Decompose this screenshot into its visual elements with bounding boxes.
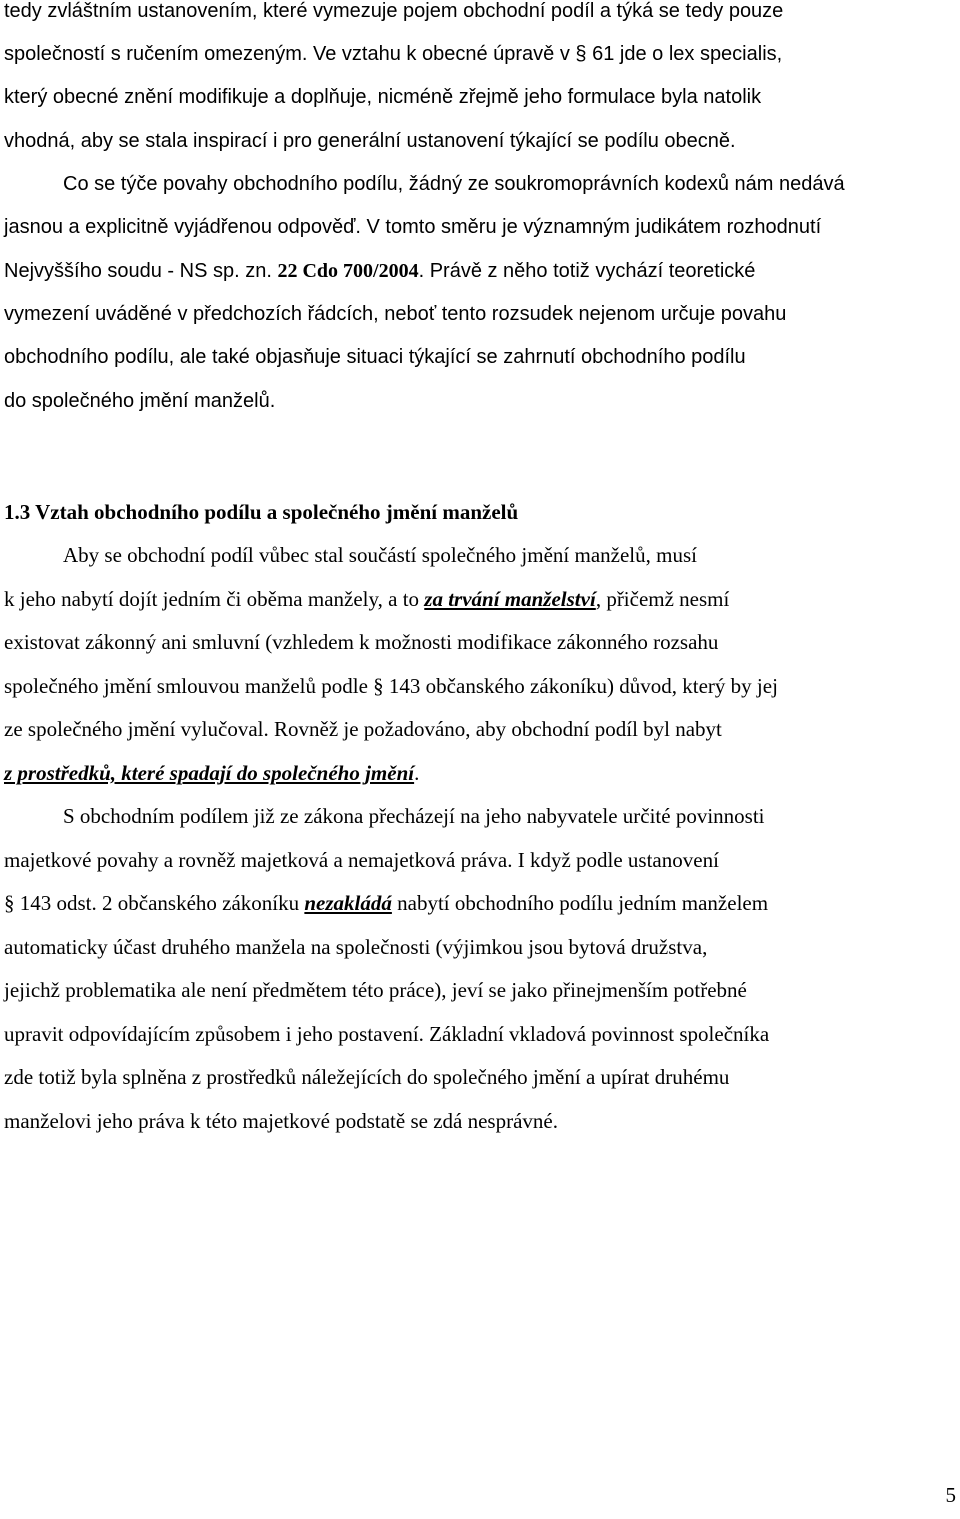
text-run: , přičemž nesmí — [595, 587, 730, 611]
text-run: k jeho nabytí dojít jedním či oběma manžely, a to — [4, 587, 425, 611]
page-number: 5 — [945, 1483, 956, 1507]
text-line: vymezení uváděné v předchozích řádcích, neboť tento rozsudek nejenom určuje povahu — [4, 303, 787, 325]
text-line: který obecné znění modifikuje a doplňuje, nicméně zřejmě jeho formulace byla natolik — [4, 86, 762, 108]
text-line: společného jmění smlouvou manželů podle § 143 občanského zákoníku) důvod, který by jej — [4, 674, 778, 698]
text-line: do společného jmění manželů. — [4, 390, 276, 412]
case-reference: 22 Cdo 700/2004 — [277, 260, 419, 282]
text-line: Aby se obchodní podíl vůbec stal součástí společného jmění manželů, musí — [63, 543, 697, 567]
emphasis: nezakládá — [304, 891, 392, 915]
text-line: manželovi jeho práva k této majetkové podstatě se zdá nesprávné. — [4, 1109, 558, 1133]
text-run: . — [414, 761, 420, 785]
emphasis: z prostředků, které spadají do společného jmění — [4, 761, 415, 785]
text-run: Nejvyššího soudu - NS sp. zn. — [4, 260, 278, 282]
text-line — [4, 587, 729, 612]
text-run: . Právě z něho totiž vychází teoretické — [418, 260, 756, 282]
text-run: nabytí obchodního podílu jedním manželem — [391, 891, 769, 915]
text-line: jasnou a explicitně vyjádřenou odpověď. V tomto směru je významným judikátem rozhodnutí — [4, 216, 822, 238]
text-line: společností s ručením omezeným. Ve vztahu k obecné úpravě v § 61 jde o lex specialis, — [4, 43, 783, 65]
text-line: ze společného jmění vylučoval. Rovněž je požadováno, aby obchodní podíl byl nabyt — [4, 717, 722, 741]
text-run: § 143 odst. 2 občanského zákoníku — [4, 891, 305, 915]
section-heading: 1.3 Vztah obchodního podílu a společného jmění manželů — [4, 500, 519, 524]
text-line: S obchodním podílem již ze zákona přecházejí na jeho nabyvatele určité povinnosti — [63, 804, 765, 828]
text-line: Co se týče povahy obchodního podílu, žádný ze soukromoprávních kodexů nám nedává — [63, 173, 845, 195]
text-line: zde totiž byla splněna z prostředků náležejících do společného jmění a upírat druhému — [4, 1065, 730, 1089]
text-line: existovat zákonný ani smluvní (vzhledem k možnosti modifikace zákonného rozsahu — [4, 630, 719, 654]
text-line: majetkové povahy a rovněž majetková a nemajetková práva. I když podle ustanovení — [4, 848, 719, 872]
text-line: tedy zvláštním ustanovením, které vymezuje pojem obchodní podíl a týká se tedy pouze — [4, 0, 784, 22]
text-line — [4, 260, 755, 283]
text-line: upravit odpovídajícím způsobem i jeho postavení. Základní vkladová povinnost společníka — [4, 1022, 770, 1046]
text-line — [4, 891, 768, 916]
text-line: automaticky účast druhého manžela na společnosti (výjimkou jsou bytová družstva, — [4, 935, 708, 959]
text-line — [4, 761, 419, 786]
emphasis: za trvání manželství — [424, 587, 596, 611]
text-line: obchodního podílu, ale také objasňuje situaci týkající se zahrnutí obchodního podílu — [4, 346, 746, 368]
text-line: jejichž problematika ale není předmětem této práce), jeví se jako přinejmenším potřebné — [4, 978, 747, 1002]
text-line: vhodná, aby se stala inspirací i pro generální ustanovení týkající se podílu obecně. — [4, 130, 736, 152]
